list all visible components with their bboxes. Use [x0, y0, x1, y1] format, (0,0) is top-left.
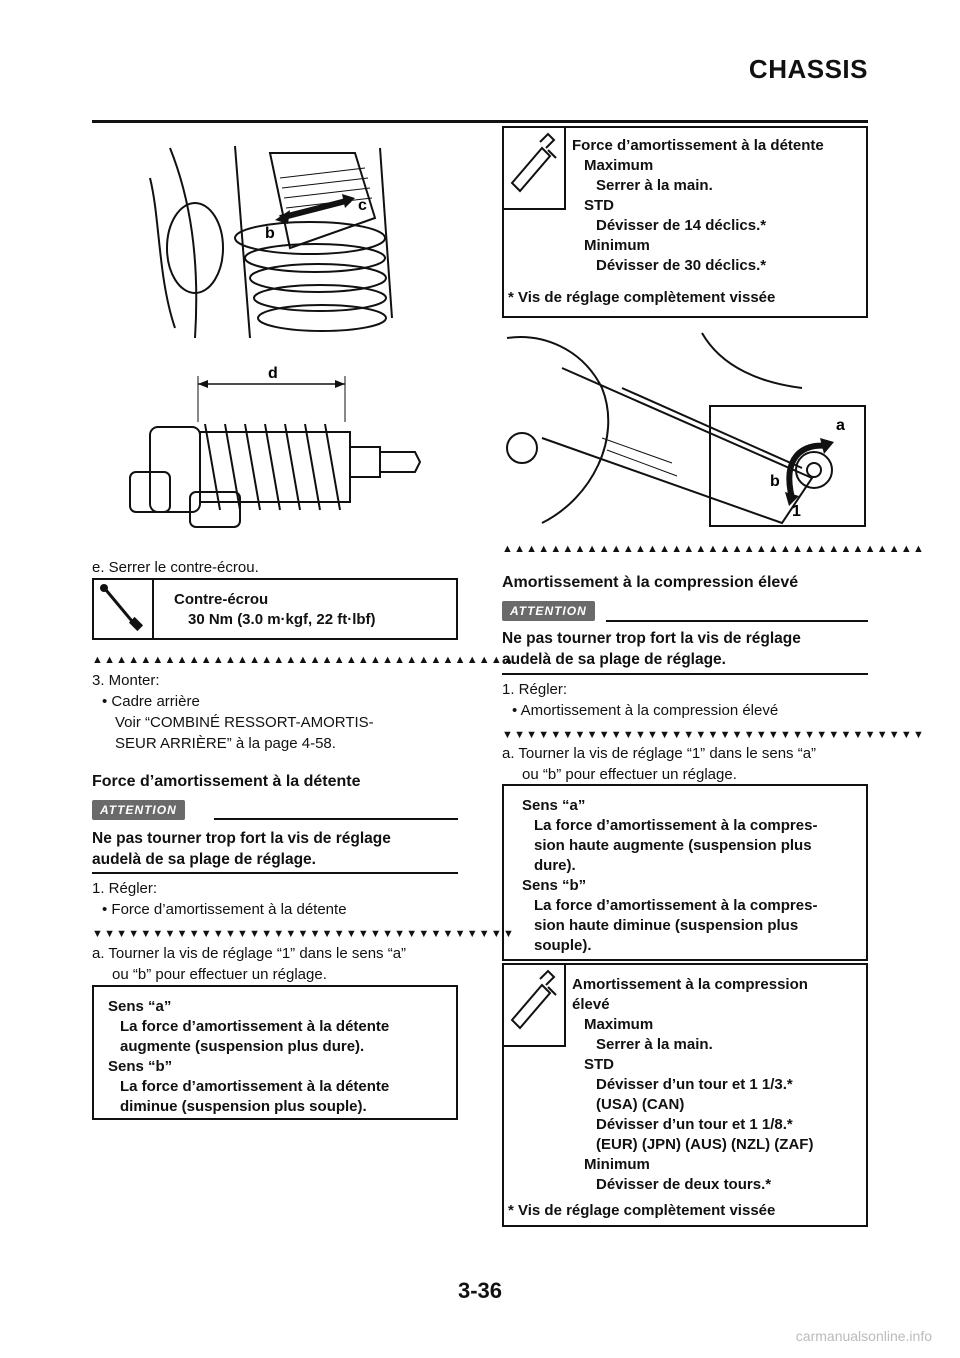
compression-max-label: Maximum: [584, 1016, 654, 1033]
step-1-right: 1. Régler:: [502, 681, 568, 698]
step-1: 1. Régler:: [92, 880, 158, 897]
sens-b-right-desc-2: sion haute diminue (suspension plus: [534, 917, 799, 934]
sens-b-right-desc-1: La force d’amortissement à la compres-: [534, 897, 818, 914]
step-a-2: ou “b” pour effectuer un réglage.: [112, 966, 327, 983]
caliper-icon: [504, 128, 562, 206]
attention-badge: ATTENTION: [92, 800, 185, 820]
step-a-right-2: ou “b” pour effectuer un réglage.: [522, 766, 737, 783]
compression-std-label: STD: [584, 1056, 614, 1073]
down-triangle-separator: ▼▼▼▼▼▼▼▼▼▼▼▼▼▼▼▼▼▼▼▼▼▼▼▼▼▼▼▼▼▼▼▼▼▼▼: [92, 928, 516, 940]
attention-rule-right: [606, 620, 868, 622]
label-d: d: [268, 365, 278, 382]
compression-max-value: Serrer à la main.: [596, 1036, 713, 1053]
compression-min-label: Minimum: [584, 1156, 650, 1173]
sens-a-desc-1: La force d’amortissement à la détente: [120, 1018, 390, 1035]
compression-spec-box: [502, 963, 868, 1227]
attention-text-1: Ne pas tourner trop fort la vis de réglage: [92, 830, 391, 847]
step-a-right-1: a. Tourner la vis de réglage “1” dans le sens “a”: [502, 745, 817, 762]
compression-spec-title-2: élevé: [572, 996, 610, 1013]
rebound-min-value: Dévisser de 30 déclics.*: [596, 257, 767, 274]
rebound-spec-title: Force d’amortissement à la détente: [572, 137, 824, 154]
rebound-max-label: Maximum: [584, 157, 654, 174]
sens-a-right: Sens “a”: [522, 797, 586, 814]
label-1: 1: [792, 503, 801, 520]
compression-adjuster-illustration: [502, 328, 868, 533]
rebound-spec-box: [502, 126, 868, 318]
torque-spec-box: [92, 578, 458, 640]
compression-std-region-2: (EUR) (JPN) (AUS) (NZL) (ZAF): [596, 1136, 814, 1153]
rebound-min-label: Minimum: [584, 237, 650, 254]
label-a: a: [836, 417, 845, 434]
watermark[interactable]: carmanualsonline.info: [795, 1328, 932, 1344]
step-a-1: a. Tourner la vis de réglage “1” dans le sens “a”: [92, 945, 407, 962]
sens-b-desc-1: La force d’amortissement à la détente: [120, 1078, 390, 1095]
sens-a: Sens “a”: [108, 998, 172, 1015]
label-b-rear: b: [770, 473, 780, 490]
down-triangle-separator-right: ▼▼▼▼▼▼▼▼▼▼▼▼▼▼▼▼▼▼▼▼▼▼▼▼▼▼▼▼▼▼▼▼▼▼▼: [502, 729, 926, 741]
caliper-icon-2: [504, 965, 562, 1043]
sens-a-right-desc-2: sion haute augmente (suspension plus: [534, 837, 812, 854]
page-number: 3-36: [457, 1278, 503, 1303]
attention-rule: [214, 818, 458, 820]
torque-wrench-cell: [94, 580, 154, 638]
sens-b-desc-2: diminue (suspension plus souple).: [120, 1098, 367, 1115]
torque-value: 30 Nm (3.0 m·kgf, 22 ft·lbf): [188, 611, 376, 628]
compression-min-value: Dévisser de deux tours.*: [596, 1176, 772, 1193]
attention-bottom-rule-right: [502, 673, 868, 675]
attention-text-2: audelà de sa plage de réglage.: [92, 851, 316, 868]
rebound-std-label: STD: [584, 197, 614, 214]
attention-bottom-rule: [92, 872, 458, 874]
page-title: CHASSIS: [748, 54, 868, 84]
triangle-separator: ▲▲▲▲▲▲▲▲▲▲▲▲▲▲▲▲▲▲▲▲▲▲▲▲▲▲▲▲▲▲▲▲▲▲▲: [92, 654, 516, 666]
sens-a-right-desc-3: dure).: [534, 857, 576, 874]
caliper-cell-2: [504, 965, 566, 1047]
attention-badge-right: ATTENTION: [502, 601, 595, 621]
section-title-compression: Amortissement à la compression élevé: [502, 574, 799, 591]
torque-wrench-icon: [94, 580, 150, 638]
step-3-ref-1: Voir “COMBINÉ RESSORT-AMORTIS-: [115, 714, 374, 731]
attention-text-right-1: Ne pas tourner trop fort la vis de réglage: [502, 630, 801, 647]
compression-std-region-1: (USA) (CAN): [596, 1096, 685, 1113]
direction-box-rebound: [92, 985, 458, 1120]
triangle-separator-right: ▲▲▲▲▲▲▲▲▲▲▲▲▲▲▲▲▲▲▲▲▲▲▲▲▲▲▲▲▲▲▲▲▲▲▲: [502, 543, 926, 555]
label-c: c: [358, 197, 367, 214]
step-1-item-right: • Amortissement à la compression élevé: [512, 702, 779, 719]
shock-adjuster-illustration: [140, 138, 400, 344]
label-b: b: [265, 225, 275, 242]
compression-footnote: * Vis de réglage complètement vissée: [508, 1202, 776, 1219]
spring-length-illustration: [110, 362, 430, 537]
rebound-max-value: Serrer à la main.: [596, 177, 713, 194]
rebound-std-value: Dévisser de 14 déclics.*: [596, 217, 767, 234]
step-3-item: • Cadre arrière: [102, 693, 200, 710]
attention-text-right-2: audelà de sa plage de réglage.: [502, 651, 726, 668]
sens-a-desc-2: augmente (suspension plus dure).: [120, 1038, 365, 1055]
caliper-cell: [504, 128, 566, 210]
sens-a-right-desc-1: La force d’amortissement à la compres-: [534, 817, 818, 834]
step-e: e. Serrer le contre-écrou.: [92, 559, 259, 576]
sens-b-right: Sens “b”: [522, 877, 587, 894]
sens-b: Sens “b”: [108, 1058, 173, 1075]
step-3-ref-2: SEUR ARRIÈRE” à la page 4-58.: [115, 735, 336, 752]
compression-std-value-1: Dévisser d’un tour et 1 1/3.*: [596, 1076, 793, 1093]
compression-std-value-2: Dévisser d’un tour et 1 1/8.*: [596, 1116, 793, 1133]
rebound-footnote: * Vis de réglage complètement vissée: [508, 289, 776, 306]
step-3: 3. Monter:: [92, 672, 160, 689]
step-1-item: • Force d’amortissement à la détente: [102, 901, 347, 918]
header-rule: [92, 120, 868, 123]
section-title-rebound: Force d’amortissement à la détente: [92, 773, 361, 790]
compression-spec-title-1: Amortissement à la compression: [572, 976, 808, 993]
torque-label: Contre-écrou: [174, 591, 269, 608]
direction-box-compression: [502, 784, 868, 961]
sens-b-right-desc-3: souple).: [534, 937, 592, 954]
